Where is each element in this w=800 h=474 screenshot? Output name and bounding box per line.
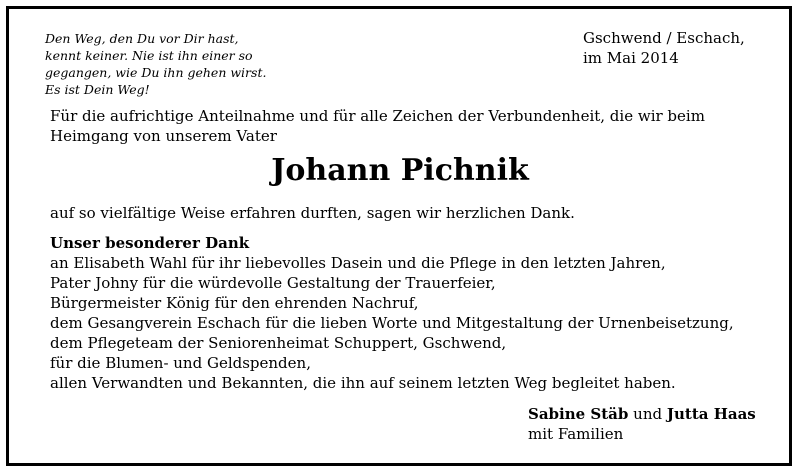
thanks-line: allen Verwandten und Bekannten, die ihn auf seinem letzten Weg begleitet haben. bbox=[50, 374, 676, 392]
signature-families: mit Familien bbox=[528, 425, 624, 443]
thanks-line: Pater Johny für die würdevolle Gestaltung der Trauerfeier, bbox=[50, 274, 496, 292]
motto-line: kennt keiner. Nie ist ihn einer so bbox=[45, 48, 253, 63]
motto-line: Den Weg, den Du vor Dir hast, bbox=[45, 31, 239, 46]
signature-conjunction: und bbox=[633, 405, 663, 423]
thanks-section bbox=[50, 233, 755, 393]
signature-names bbox=[528, 404, 756, 424]
intro-line: Für die aufrichtige Anteilnahme und für alle Zeichen der Verbundenheit, die wir beim bbox=[50, 107, 705, 125]
after-paragraph: auf so vielfältige Weise erfahren durften, sagen wir herzlichen Dank. bbox=[50, 204, 575, 222]
place-text: Gschwend / Eschach, bbox=[583, 29, 745, 47]
signer-name: Jutta Haas bbox=[666, 405, 756, 423]
thanks-line: für die Blumen- und Geldspenden, bbox=[50, 354, 311, 372]
thanks-line: Bürgermeister König für den ehrenden Nachruf, bbox=[50, 294, 419, 312]
signature-block bbox=[528, 404, 756, 444]
thanks-line: dem Gesangverein Eschach für die lieben Worte und Mitgestaltung der Urnenbeisetzung, bbox=[50, 314, 734, 332]
intro-line: Heimgang von unserem Vater bbox=[50, 127, 277, 145]
date-text: im Mai 2014 bbox=[583, 49, 679, 67]
thanks-line: dem Pflegeteam der Seniorenheimat Schuppert, Gschwend, bbox=[50, 334, 507, 352]
place-date bbox=[583, 28, 745, 68]
motto-line: Es ist Dein Weg! bbox=[45, 82, 150, 97]
intro-paragraph bbox=[50, 106, 755, 146]
thanks-line: an Elisabeth Wahl für ihr liebevolles Dasein und die Pflege in den letzten Jahren, bbox=[50, 254, 666, 272]
motto-line: gegangen, wie Du ihn gehen wirst. bbox=[45, 65, 267, 80]
signer-name: Sabine Stäb bbox=[528, 405, 629, 423]
deceased-name: Johann Pichnik bbox=[271, 153, 529, 188]
motto-verse bbox=[45, 30, 315, 98]
thanks-heading: Unser besonderer Dank bbox=[50, 234, 250, 252]
